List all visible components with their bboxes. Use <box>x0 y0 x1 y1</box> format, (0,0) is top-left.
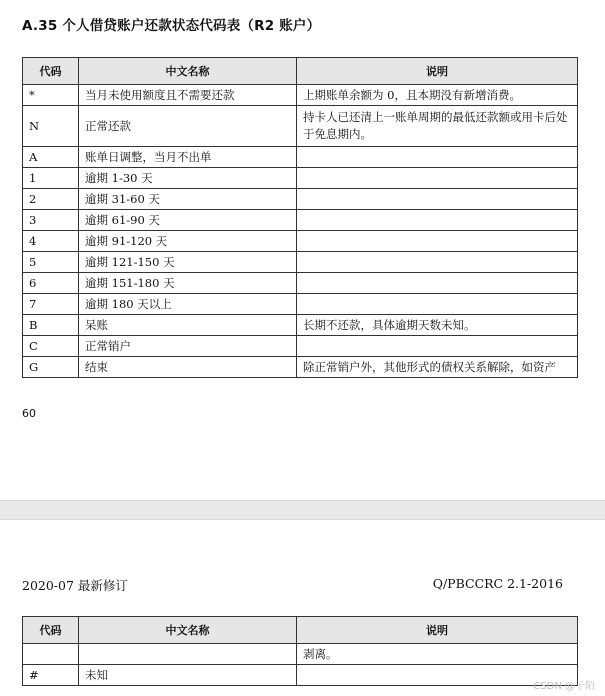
name-cell: 账单日调整，当月不出单 <box>79 147 297 168</box>
note-cell: 持卡人已还清上一账单周期的最低还款额或用卡后处于免息期内。 <box>297 106 578 147</box>
note-cell <box>297 231 578 252</box>
page-separator <box>0 500 605 520</box>
name-cell: 逾期 151-180 天 <box>79 273 297 294</box>
table-header-row <box>23 617 578 644</box>
column-header-code: 代码 <box>23 58 79 85</box>
code-cell: * <box>23 85 79 106</box>
table-row <box>23 85 578 106</box>
name-cell: 逾期 31-60 天 <box>79 189 297 210</box>
table-header-row <box>23 58 578 85</box>
code-cell: 7 <box>23 294 79 315</box>
table-row <box>23 315 578 336</box>
code-cell <box>23 644 79 665</box>
table-row <box>23 147 578 168</box>
note-cell <box>297 252 578 273</box>
note-cell <box>297 147 578 168</box>
code-cell: 3 <box>23 210 79 231</box>
column-header-name: 中文名称 <box>79 617 297 644</box>
table-row <box>23 210 578 231</box>
code-cell: C <box>23 336 79 357</box>
note-cell: 除正常销户外，其他形式的债权关系解除，如资产 <box>297 357 578 378</box>
note-cell <box>297 294 578 315</box>
name-cell: 逾期 91-120 天 <box>79 231 297 252</box>
note-cell <box>297 210 578 231</box>
name-cell: 逾期 1-30 天 <box>79 168 297 189</box>
code-cell: N <box>23 106 79 147</box>
note-cell <box>297 168 578 189</box>
name-cell: 正常销户 <box>79 336 297 357</box>
table-row <box>23 357 578 378</box>
name-cell: 逾期 61-90 天 <box>79 210 297 231</box>
table-row <box>23 273 578 294</box>
name-cell <box>79 644 297 665</box>
note-cell <box>297 273 578 294</box>
table-row <box>23 644 578 665</box>
column-header-note: 说明 <box>297 58 578 85</box>
table-row <box>23 252 578 273</box>
table-row <box>23 106 578 147</box>
table-row <box>23 336 578 357</box>
note-cell <box>297 336 578 357</box>
code-cell: G <box>23 357 79 378</box>
watermark: CSDN @子陌 <box>533 681 595 692</box>
name-cell: 正常还款 <box>79 106 297 147</box>
code-cell: 4 <box>23 231 79 252</box>
note-cell <box>297 189 578 210</box>
code-cell: # <box>23 665 79 686</box>
page-number: 60 <box>22 407 36 420</box>
table-row <box>23 168 578 189</box>
name-cell: 逾期 180 天以上 <box>79 294 297 315</box>
code-cell: 6 <box>23 273 79 294</box>
code-cell: 1 <box>23 168 79 189</box>
note-cell: 上期账单余额为 0，且本期没有新增消费。 <box>297 85 578 106</box>
header-revision: 2020-07 最新修订 <box>22 578 128 593</box>
note-cell: 剥离。 <box>297 644 578 665</box>
name-cell: 当月未使用额度且不需要还款 <box>79 85 297 106</box>
document-page-2 <box>0 520 605 696</box>
name-cell: 呆账 <box>79 315 297 336</box>
header-standard-id: Q/PBCCRC 2.1-2016 <box>432 576 563 591</box>
status-code-table-continued <box>22 616 578 686</box>
name-cell: 未知 <box>79 665 297 686</box>
name-cell: 逾期 121-150 天 <box>79 252 297 273</box>
table-row <box>23 665 578 686</box>
code-cell: A <box>23 147 79 168</box>
column-header-name: 中文名称 <box>79 58 297 85</box>
table-row <box>23 231 578 252</box>
note-cell: 长期不还款，具体逾期天数未知。 <box>297 315 578 336</box>
column-header-note: 说明 <box>297 617 578 644</box>
table-row <box>23 294 578 315</box>
code-cell: 2 <box>23 189 79 210</box>
column-header-code: 代码 <box>23 617 79 644</box>
code-cell: B <box>23 315 79 336</box>
name-cell: 结束 <box>79 357 297 378</box>
table-title: A.35 个人借贷账户还款状态代码表（R2 账户） <box>22 18 321 34</box>
code-cell: 5 <box>23 252 79 273</box>
table-row <box>23 189 578 210</box>
status-code-table <box>22 57 578 378</box>
